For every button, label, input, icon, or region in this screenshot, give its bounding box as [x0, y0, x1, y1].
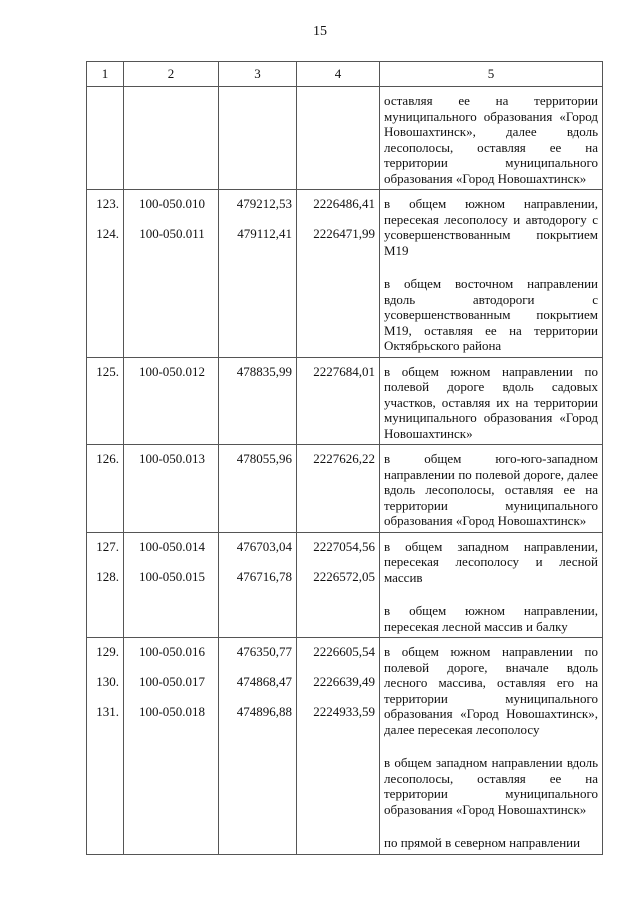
table-cell-coordinate-x [219, 532, 297, 638]
point-code: 100-050.011 [139, 226, 205, 241]
row-spacer [380, 740, 602, 749]
page-number: 15 [313, 24, 327, 39]
column-header-2: 2 [124, 62, 219, 87]
point-code [124, 87, 218, 93]
point-number: 125. [96, 363, 119, 379]
row-spacer [87, 689, 123, 698]
table-cell-point-code [124, 87, 219, 190]
point-code: 100-050.010 [138, 196, 206, 211]
coordinate-x: 476350,77 [236, 644, 292, 659]
coordinate-y: 2226572,05 [313, 568, 375, 584]
row-spacer [380, 588, 602, 597]
coordinate-y: 2226639,49 [313, 674, 375, 689]
table-row [87, 445, 603, 533]
point-number: 124. [96, 226, 119, 241]
table-cell-coordinate-x [219, 357, 297, 445]
coordinate-x: 479212,53 [236, 196, 292, 211]
point-number: 128. [96, 568, 119, 584]
table-row [87, 190, 603, 358]
column-header-3: 3 [219, 62, 297, 87]
coordinate-y: 2224933,59 [313, 704, 375, 719]
row-spacer [124, 689, 218, 698]
coordinate-x: 476703,04 [236, 538, 292, 554]
point-code: 100-050.012 [138, 363, 206, 379]
column-header-1: 1 [87, 62, 124, 87]
table-cell-point-code [124, 445, 219, 533]
table-cell-coordinate-y [297, 87, 380, 190]
coordinate-y: 2227054,56 [313, 538, 375, 554]
row-spacer [219, 211, 296, 220]
table-cell-point-code [124, 638, 219, 855]
coordinate-y [297, 87, 379, 93]
table-cell-boundary-description [380, 357, 603, 445]
boundary-description: в общем южном направлении по полевой дороге, вначале вдоль лесного массива, оставляя его на территории муниципального образования «Город Новошахтинск», далее пересекая лесополосу [384, 644, 598, 737]
coordinate-x: 478055,96 [236, 451, 292, 466]
point-number: 129. [96, 644, 119, 659]
table-cell-coordinate-x [219, 638, 297, 855]
table-header-row [87, 62, 603, 87]
row-spacer [219, 554, 296, 563]
coordinate-y: 2226605,54 [313, 644, 375, 659]
table-cell-boundary-description [380, 190, 603, 358]
table-cell-coordinate-y [297, 532, 380, 638]
row-spacer [297, 554, 379, 563]
table-cell-point-number [87, 87, 124, 190]
row-spacer [87, 211, 123, 220]
boundary-description: в общем юго-юго-западном направлении по полевой дороге, далее вдоль лесополосы, оставляя ее на территории муниципального образования «Город Новошахтинск» [384, 451, 598, 528]
row-spacer [297, 659, 379, 668]
table-cell-coordinate-y [297, 357, 380, 445]
coordinate-y: 2226471,99 [313, 226, 375, 241]
point-code: 100-050.014 [138, 538, 206, 554]
row-spacer [124, 211, 218, 220]
table-cell-coordinate-x [219, 190, 297, 358]
boundary-description: в общем южном направлении по полевой дороге вдоль садовых участков, оставляя их на территории муниципального образования «Город Новошахтинск» [384, 363, 598, 441]
table-cell-point-code [124, 357, 219, 445]
table-cell-coordinate-y [297, 638, 380, 855]
coordinate-x: 476716,78 [236, 568, 292, 584]
table-row [87, 532, 603, 638]
row-spacer [124, 554, 218, 563]
table-cell-coordinate-x [219, 445, 297, 533]
row-spacer [124, 659, 218, 668]
boundary-description: в общем южном направлении, пересекая лесной массив и балку [384, 603, 598, 634]
boundary-description: оставляя ее на территории муниципального образования «Город Новошахтинск», далее вдоль лесополосы, оставляя ее на территории муниципального образования «Город Новошахтинск» [384, 93, 598, 186]
row-spacer [380, 261, 602, 270]
coordinate-x [219, 87, 296, 93]
table-cell-boundary-description [380, 87, 603, 190]
coordinate-x: 479112,41 [237, 226, 292, 241]
table-cell-point-number [87, 357, 124, 445]
point-code: 100-050.018 [138, 704, 206, 719]
boundary-description: по прямой в северном направлении [384, 835, 581, 850]
coordinate-y: 2227626,22 [313, 451, 375, 466]
point-code: 100-050.013 [138, 451, 206, 466]
table-cell-point-code [124, 190, 219, 358]
point-code: 100-050.017 [138, 674, 206, 689]
boundary-description: в общем западном направлении вдоль лесополосы, оставляя ее на территории муниципального образования «Город Новошахтинск» [384, 755, 598, 817]
coordinate-x: 474868,47 [236, 674, 292, 689]
table-cell-boundary-description [380, 445, 603, 533]
table-cell-coordinate-y [297, 445, 380, 533]
coordinate-y: 2227684,01 [313, 363, 375, 379]
table-cell-point-code [124, 532, 219, 638]
point-number [87, 87, 123, 93]
table-body [87, 87, 603, 855]
column-header-4: 4 [297, 62, 380, 87]
point-code: 100-050.015 [138, 568, 206, 584]
table-cell-boundary-description [380, 638, 603, 855]
coordinate-x: 474896,88 [236, 704, 292, 719]
table-row [87, 638, 603, 855]
boundary-description: в общем восточном направлении вдоль автодороги с усовершенствованным покрытием М19, оставляя ее на территории Октябрьского района [384, 276, 598, 353]
table-cell-boundary-description [380, 532, 603, 638]
table-cell-coordinate-x [219, 87, 297, 190]
point-number: 127. [96, 538, 119, 554]
point-number: 131. [96, 704, 119, 719]
point-number: 126. [96, 451, 119, 466]
table-row [87, 357, 603, 445]
row-spacer [219, 689, 296, 698]
row-spacer [297, 211, 379, 220]
table-cell-coordinate-y [297, 190, 380, 358]
row-spacer [380, 820, 602, 829]
point-number: 130. [96, 674, 119, 689]
coordinate-x: 478835,99 [236, 363, 292, 379]
table-cell-point-number [87, 638, 124, 855]
table-row [87, 87, 603, 190]
table-cell-point-number [87, 532, 124, 638]
boundary-description: в общем западном направлении, пересекая лесополосу и лесной массив [384, 538, 598, 585]
row-spacer [219, 659, 296, 668]
coordinate-y: 2226486,41 [313, 196, 375, 211]
table-cell-point-number [87, 190, 124, 358]
row-spacer [87, 659, 123, 668]
row-spacer [87, 554, 123, 563]
row-spacer [297, 689, 379, 698]
table-cell-point-number [87, 445, 124, 533]
column-header-5: 5 [380, 62, 603, 87]
point-code: 100-050.016 [138, 644, 206, 659]
boundary-points-table [86, 61, 603, 855]
point-number: 123. [96, 196, 119, 211]
boundary-description: в общем южном направлении, пересекая лесополосу и автодорогу с усовершенствованным покрытием М19 [384, 196, 598, 258]
